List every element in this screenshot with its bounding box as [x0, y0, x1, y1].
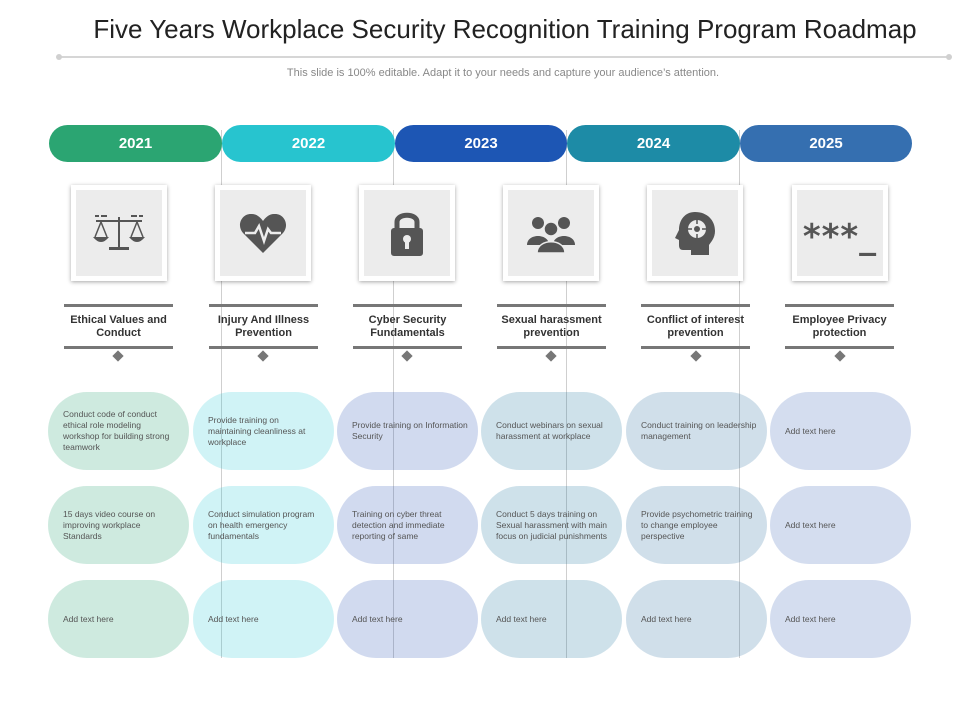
year-2025: 2025	[740, 125, 912, 162]
activity-card: Conduct code of conduct ethical role modeling workshop for building strong teamwork	[48, 392, 189, 470]
icon-card-security	[359, 185, 455, 281]
subtitle: This slide is 100% editable. Adapt it to your needs and capture your audience’s attention.	[286, 67, 720, 79]
heartbeat-icon	[239, 211, 287, 255]
activity-card: Add text here	[193, 580, 334, 658]
diamond-marker	[112, 350, 123, 361]
activity-card: Add text here	[770, 486, 911, 564]
icon-card-health	[215, 185, 311, 281]
year-2023: 2023	[395, 125, 567, 162]
activity-card: Conduct webinars on sexual harassment at workplace	[481, 392, 622, 470]
icon-card-harassment	[503, 185, 599, 281]
activity-card: Training on cyber threat detection and immediate reporting of same	[337, 486, 478, 564]
activity-card: Add text here	[337, 580, 478, 658]
activity-card: 15 days video course on improving workplace Standards	[48, 486, 189, 564]
activity-card: Add text here	[626, 580, 767, 658]
head-brain-icon	[673, 210, 717, 256]
title-divider	[56, 54, 952, 60]
activity-card: Add text here	[770, 392, 911, 470]
year-2022: 2022	[222, 125, 395, 162]
heading-privacy: Employee Privacy protection	[785, 304, 894, 349]
activity-card: Conduct simulation program on health emergency fundamentals	[193, 486, 334, 564]
icon-card-ethics	[71, 185, 167, 281]
heading-harassment: Sexual harassment prevention	[497, 304, 606, 349]
page-title: Five Years Workplace Security Recognition Training Program Roadmap	[93, 14, 917, 44]
heading-conflict: Conflict of interest prevention	[641, 304, 750, 349]
lock-icon	[389, 209, 425, 257]
activity-card: Provide psychometric training to change employee perspective	[626, 486, 767, 564]
activity-card: Provide training on maintaining cleanliness at workplace	[193, 392, 334, 470]
icon-card-privacy	[792, 185, 888, 281]
heading-injury: Injury And Illness Prevention	[209, 304, 318, 349]
activity-card: Add text here	[48, 580, 189, 658]
diamond-marker	[545, 350, 556, 361]
password-icon: ***_	[802, 217, 878, 257]
year-2021: 2021	[49, 125, 222, 162]
heading-cyber: Cyber Security Fundamentals	[353, 304, 462, 349]
year-2024: 2024	[567, 125, 740, 162]
activity-card: Conduct 5 days training on Sexual harassment with main focus on judicial punishments	[481, 486, 622, 564]
diamond-marker	[257, 350, 268, 361]
heading-ethics: Ethical Values and Conduct	[64, 304, 173, 349]
diamond-marker	[401, 350, 412, 361]
diamond-marker	[690, 350, 701, 361]
activity-card: Add text here	[481, 580, 622, 658]
diamond-marker	[834, 350, 845, 361]
group-icon	[526, 213, 576, 253]
activity-card: Conduct training on leadership management	[626, 392, 767, 470]
scales-icon	[91, 213, 147, 253]
activity-card: Provide training on Information Security	[337, 392, 478, 470]
activity-card: Add text here	[770, 580, 911, 658]
icon-card-conflict	[647, 185, 743, 281]
